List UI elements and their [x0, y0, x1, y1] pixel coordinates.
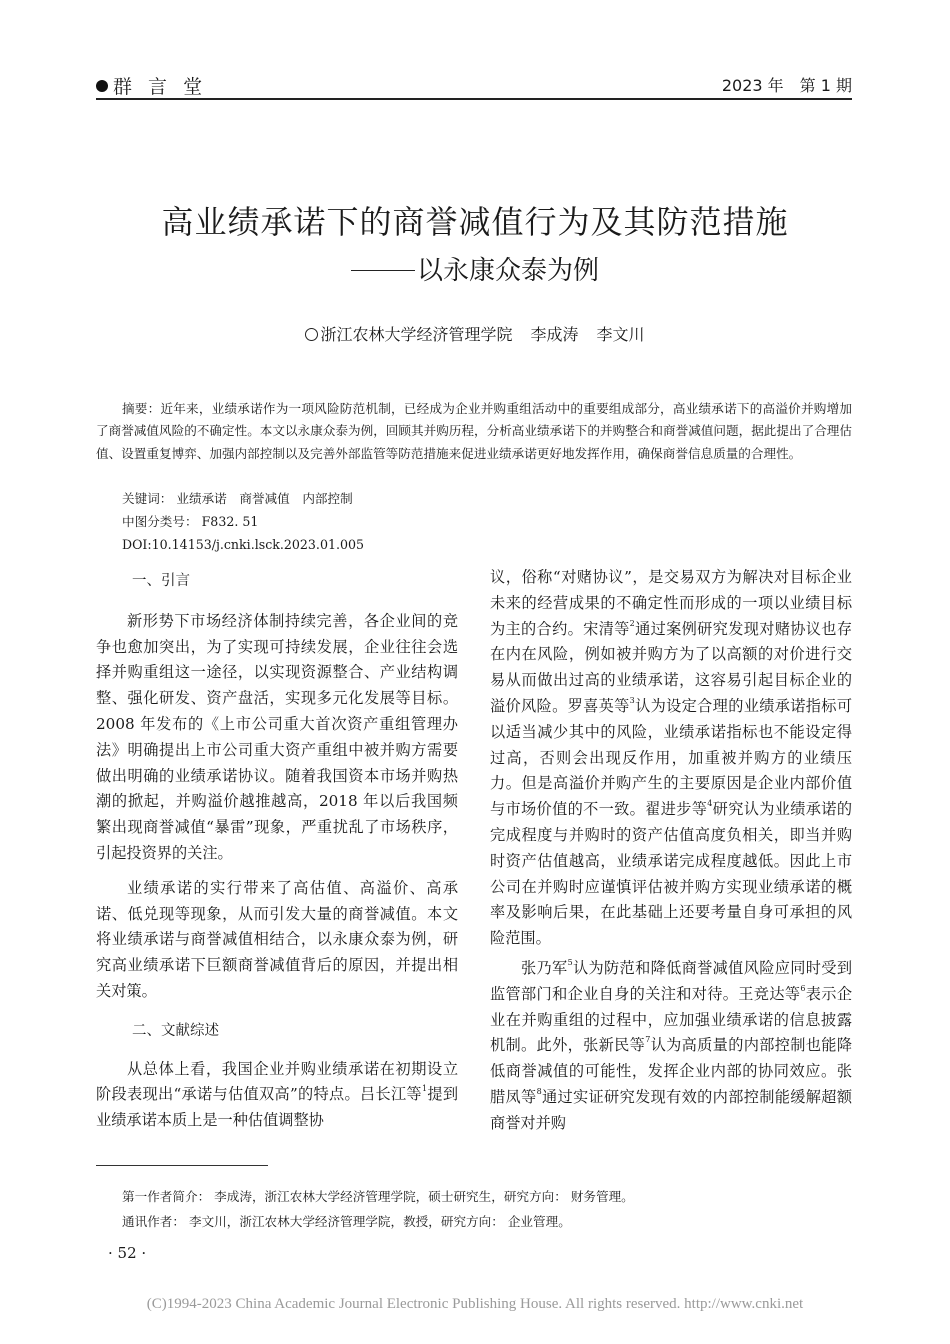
footnote-rule	[96, 1165, 268, 1166]
section-heading: 一、引言	[132, 573, 190, 589]
author-name: 李成涛	[530, 325, 579, 344]
citation: 7	[645, 1035, 651, 1045]
doi: DOI:10.14153/j.cnki.lsck.2023.01.005	[122, 537, 365, 552]
keywords: 关键词： 业绩承诺 商誉减值 内部控制	[122, 491, 353, 506]
abstract-label: 摘要：	[122, 401, 161, 416]
paragraph: 议，俗称“对赌协议”，是交易双方为解决对目标企业未来的经营成果的不确定性而形成的一项以业绩目标为主的合约。宋清等$^2$通过案例研究发现对赌协议也存在内在风险，例如被并购方为了以高额的对价进行交易从而做出过高的业绩承诺，这容易引起目标企业的溢价风险。罗喜英等$^3$认为设定合理的业绩承诺指标可以适当减少其中的风险，业绩承诺指标也不能设定得过高，否则会出现反作用，加重被并购方的业绩压力。但是高溢价并购产生的主要原因是企业内部价值与市场价值的不一致。翟进步等$^4$研究认为业绩承诺的完成程度与并购时的资产估值高度负相关，即当并购时资产估值越高，业绩承诺完成程度越低。因此上市公司在并购时应谨慎评估被并购方实现业绩承诺的概率及影响后果，在此基础上还要考量自身可承担的风险范围。	[490, 568, 853, 948]
bullet-icon	[96, 80, 108, 92]
citation: 2	[629, 618, 635, 628]
left-column	[96, 565, 458, 1134]
citation: 6	[800, 983, 806, 993]
circle-icon	[305, 328, 318, 341]
page-number: · 52 ·	[108, 1244, 147, 1262]
section-heading: 二、文献综述	[132, 1022, 219, 1039]
affiliation: 浙江农林大学经济管理学院	[320, 325, 513, 344]
footnote-first-author: 第一作者简介： 李成涛，浙江农林大学经济管理学院，硕士研究生，研究方向： 财务管理。	[122, 1189, 634, 1204]
abstract	[96, 398, 852, 465]
author-name: 李文川	[596, 325, 645, 344]
paragraph: 新形势下市场经济体制持续完善，各企业间的竞争也愈加突出，为了实现可持续发展，企业往往会选择并购重组这一途径，以实现资源整合、产业结构调整、强化研发、资产盘活，实现多元化发展等目标。2008 年发布的《上市公司重大首次资产重组管理办法》明确提出上市公司重大资产重组中被并购方需要做出明确的业绩承诺协议。随着我国资本市场并购热潮的掀起，并购溢价越推越高，2018 年以后我国频繁出现商誉减值“暴雷”现象，严重扰乱了市场秩序，引起投资界的关注。	[96, 611, 458, 862]
citation: 4	[707, 799, 713, 809]
classification-number: 中图分类号： F832. 51	[122, 514, 259, 529]
author-line	[0, 322, 950, 345]
article-subtitle: 以永康众泰为例	[0, 252, 950, 290]
paragraph: 张乃军$^5$认为防范和降低商誉减值风险应同时受到监管部门和企业自身的关注和对待。王竞达等$^6$表示企业在并购重组的过程中，应加强业绩承诺的信息披露机制。此外，张新民等$^7$认为高质量的内部控制也能降低商誉减值的可能性，发挥企业内部的协同效应。张腊凤等$^8$通过实证研究发现有效的内部控制能缓解超额商誉对并购	[490, 957, 853, 1132]
running-header	[96, 68, 852, 100]
copyright-watermark: (C)1994-2023 China Academic Journal Electronic Publishing House. All rights reserved. http://www.cnki.net	[146, 1296, 804, 1312]
paragraph: 业绩承诺的实行带来了高估值、高溢价、高承诺、低兑现等现象，从而引发大量的商誉减值。本文将业绩承诺与商誉减值相结合，以永康众泰为例，研究高业绩承诺下巨额商誉减值背后的原因，并提出相关对策。	[96, 878, 458, 1000]
citation: 3	[629, 695, 635, 705]
citation: 8	[536, 1086, 542, 1096]
article-title: 高业绩承诺下的商誉减值行为及其防范措施	[161, 203, 789, 241]
footnote-corresponding-author: 通讯作者： 李文川，浙江农林大学经济管理学院，教授，研究方向： 企业管理。	[122, 1214, 571, 1229]
citation: 5	[567, 957, 573, 967]
footnotes	[122, 1184, 634, 1234]
right-column	[490, 565, 852, 1137]
paragraph: 从总体上看，我国企业并购业绩承诺在初期设立阶段表现出“承诺与估值双高”的特点。吕长江等$^1$提到业绩承诺本质上是一种估值调整协	[96, 1059, 459, 1130]
header-rule	[96, 98, 852, 100]
abstract-text: 近年来，业绩承诺作为一项风险防范机制，已经成为企业并购重组活动中的重要组成部分，高业绩承诺下的高溢价并购增加了商誉减值风险的不确定性。本文以永康众泰为例，回顾其并购历程，分析高业绩承诺下的并购整合和商誉减值问题，据此提出了合理估值、设置重复博弈、加强内部控制以及完善外部监管等防范措施来促进业绩承诺更好地发挥作用，确保商誉信息质量的合理性。	[96, 401, 853, 461]
em-dash	[351, 270, 415, 271]
journal-name: 群 言 堂	[96, 72, 207, 99]
citation: 1	[421, 1084, 428, 1094]
issue-info: 2023 年 第 1 期	[721, 76, 852, 95]
